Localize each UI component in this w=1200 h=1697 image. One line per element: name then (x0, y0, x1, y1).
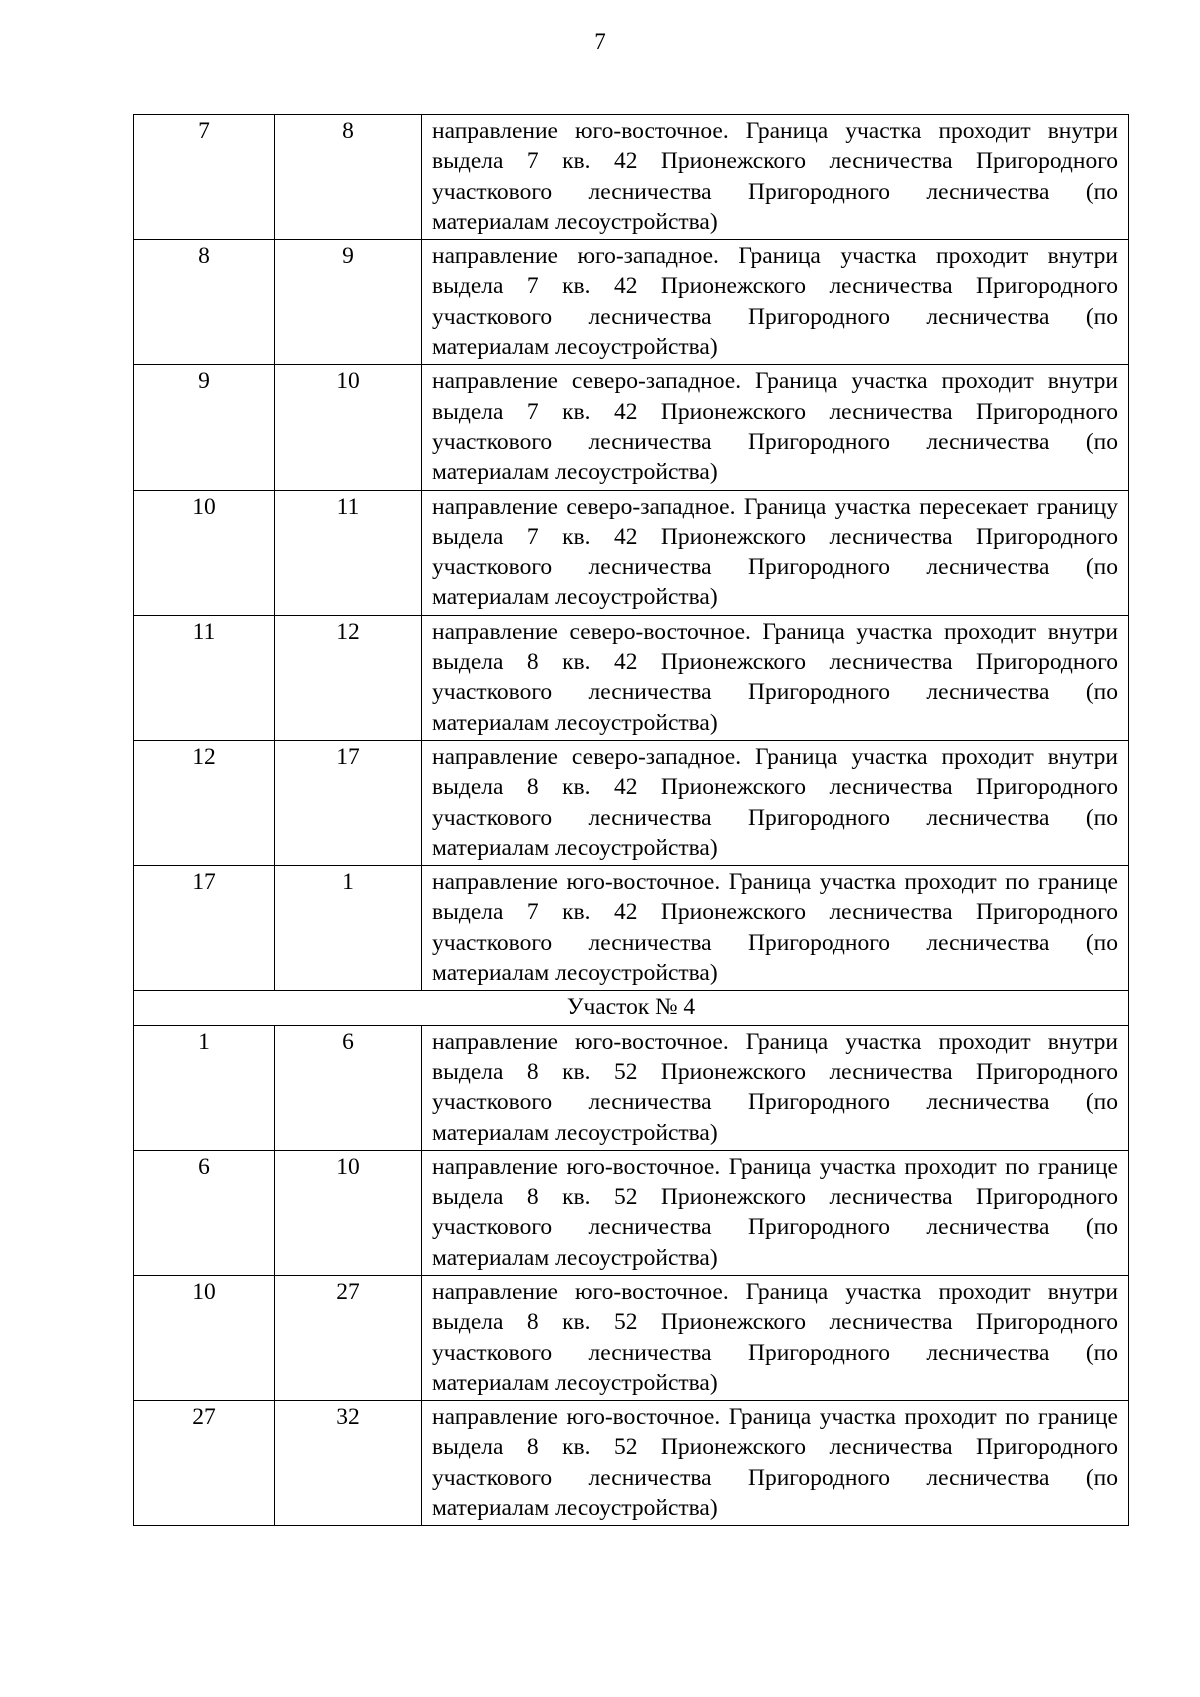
point-from-cell: 27 (134, 1401, 275, 1526)
boundary-description-cell: направление юго-восточное. Граница участка проходит внутри выдела 8 кв. 52 Прионежского лесничества Пригородного участкового лесничества Пригородного лесничества (по материалам лесоустройства) (422, 1025, 1129, 1150)
boundary-description-cell: направление северо-восточное. Граница участка проходит внутри выдела 8 кв. 42 Прионежского лесничества Пригородного участкового лесничества Пригородного лесничества (по материалам лесоустройства) (422, 615, 1129, 740)
table-row (134, 866, 1129, 991)
table-row (134, 240, 1129, 365)
point-from-cell: 12 (134, 740, 275, 865)
table-row (134, 490, 1129, 615)
point-to-cell: 27 (275, 1275, 422, 1400)
boundary-description-cell: направление юго-восточное. Граница участка проходит по границе выдела 8 кв. 52 Прионежского лесничества Пригородного участкового лесничества Пригородного лесничества (по материалам лесоустройства) (422, 1401, 1129, 1526)
section-header-row (134, 991, 1129, 1025)
table-row (134, 1150, 1129, 1275)
point-to-cell: 1 (275, 866, 422, 991)
point-to-cell: 17 (275, 740, 422, 865)
table-row (134, 740, 1129, 865)
section-title: Участок № 4 (134, 991, 1129, 1025)
point-from-cell: 10 (134, 490, 275, 615)
point-to-cell: 12 (275, 615, 422, 740)
table-row (134, 1025, 1129, 1150)
boundary-description-cell: направление юго-западное. Граница участка проходит внутри выдела 7 кв. 42 Прионежского лесничества Пригородного участкового лесничества Пригородного лесничества (по материалам лесоустройства) (422, 240, 1129, 365)
point-to-cell: 10 (275, 1150, 422, 1275)
table-row (134, 615, 1129, 740)
table-row (134, 1401, 1129, 1526)
point-from-cell: 1 (134, 1025, 275, 1150)
point-to-cell: 8 (275, 115, 422, 240)
boundary-description-cell: направление юго-восточное. Граница участка проходит по границе выдела 7 кв. 42 Прионежского лесничества Пригородного участкового лесничества Пригородного лесничества (по материалам лесоустройства) (422, 866, 1129, 991)
point-from-cell: 7 (134, 115, 275, 240)
point-to-cell: 32 (275, 1401, 422, 1526)
point-from-cell: 17 (134, 866, 275, 991)
point-from-cell: 9 (134, 365, 275, 490)
boundary-description-cell: направление юго-восточное. Граница участка проходит внутри выдела 8 кв. 52 Прионежского лесничества Пригородного участкового лесничества Пригородного лесничества (по материалам лесоустройства) (422, 1275, 1129, 1400)
point-from-cell: 8 (134, 240, 275, 365)
table-row (134, 365, 1129, 490)
table-row (134, 1275, 1129, 1400)
boundary-table (133, 114, 1129, 1526)
table-row (134, 115, 1129, 240)
boundary-description-cell: направление юго-восточное. Граница участка проходит внутри выдела 7 кв. 42 Прионежского лесничества Пригородного участкового лесничества Пригородного лесничества (по материалам лесоустройства) (422, 115, 1129, 240)
point-from-cell: 10 (134, 1275, 275, 1400)
boundary-description-cell: направление северо-западное. Граница участка проходит внутри выдела 7 кв. 42 Прионежского лесничества Пригородного участкового лесничества Пригородного лесничества (по материалам лесоустройства) (422, 365, 1129, 490)
point-from-cell: 11 (134, 615, 275, 740)
page-number: 7 (594, 29, 606, 54)
point-to-cell: 9 (275, 240, 422, 365)
boundary-description-cell: направление северо-западное. Граница участка пересекает границу выдела 7 кв. 42 Прионежского лесничества Пригородного участкового лесничества Пригородного лесничества (по материалам лесоустройства) (422, 490, 1129, 615)
point-from-cell: 6 (134, 1150, 275, 1275)
boundary-description-cell: направление юго-восточное. Граница участка проходит по границе выдела 8 кв. 52 Прионежского лесничества Пригородного участкового лесничества Пригородного лесничества (по материалам лесоустройства) (422, 1150, 1129, 1275)
point-to-cell: 6 (275, 1025, 422, 1150)
point-to-cell: 11 (275, 490, 422, 615)
point-to-cell: 10 (275, 365, 422, 490)
boundary-description-cell: направление северо-западное. Граница участка проходит внутри выдела 8 кв. 42 Прионежского лесничества Пригородного участкового лесничества Пригородного лесничества (по материалам лесоустройства) (422, 740, 1129, 865)
